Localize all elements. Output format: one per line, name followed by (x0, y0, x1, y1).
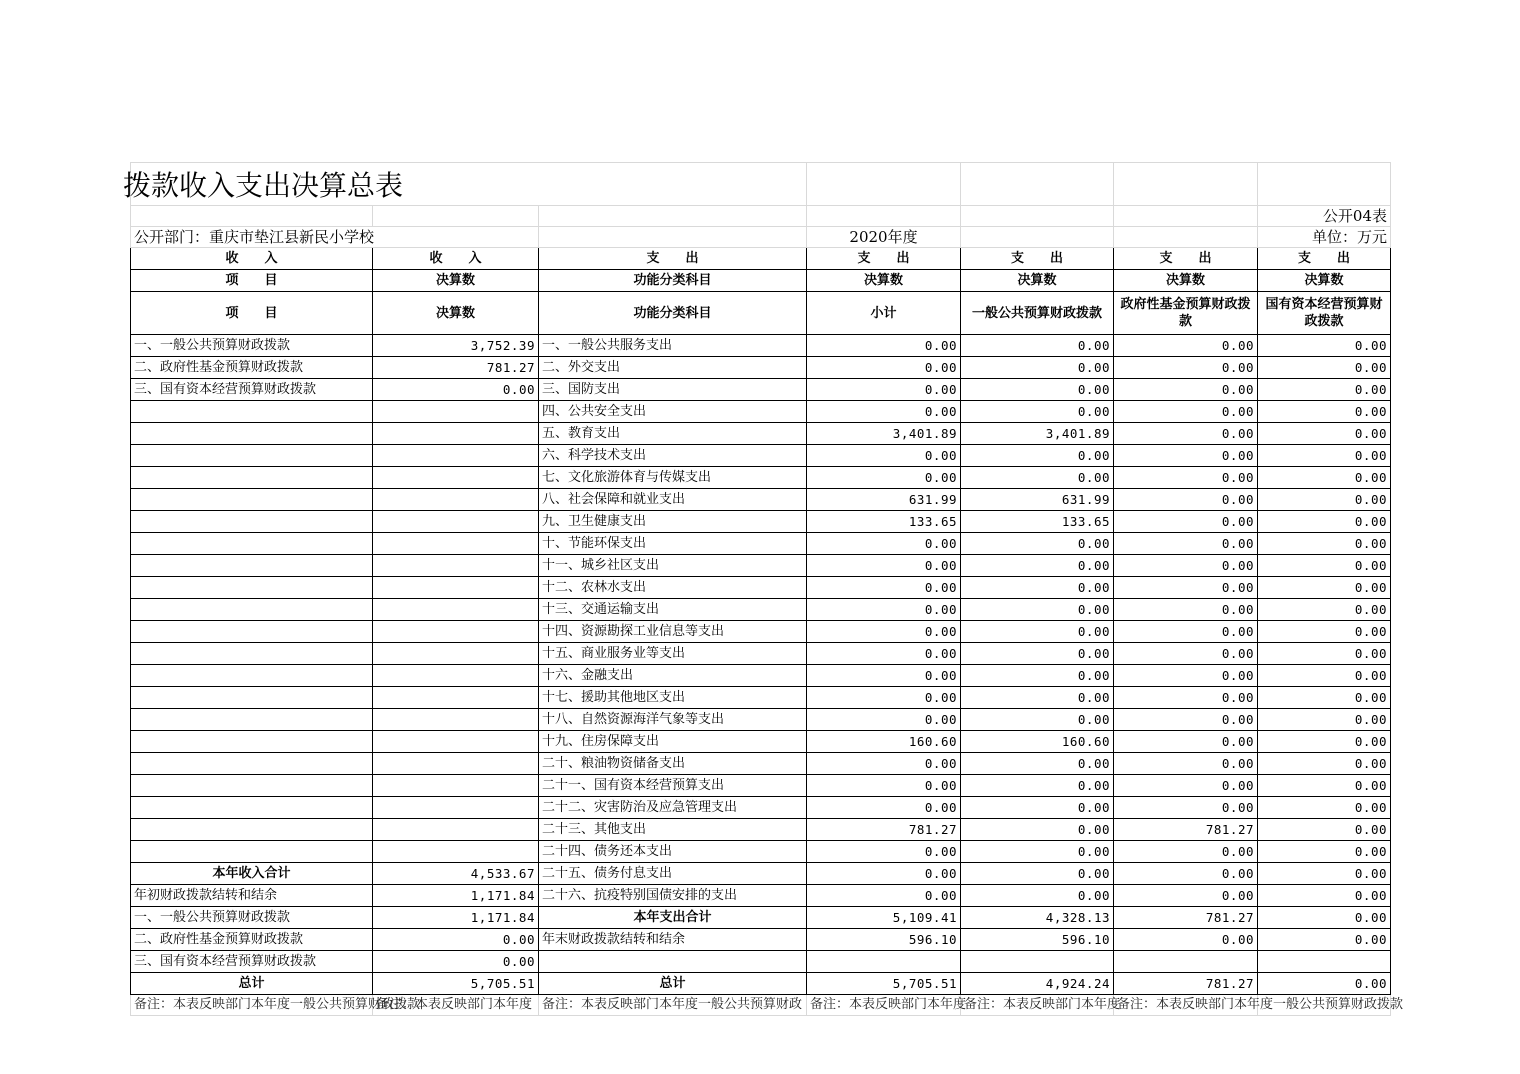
subtotal-cell: 0.00 (807, 379, 961, 401)
fund-budget-cell: 0.00 (1114, 687, 1258, 709)
general-budget-cell: 0.00 (961, 533, 1114, 555)
general-budget-cell: 0.00 (961, 797, 1114, 819)
income-amount-cell: 0.00 (373, 379, 539, 401)
income-amount-cell (373, 555, 539, 577)
general-budget-cell: 0.00 (961, 863, 1114, 885)
general-budget-cell: 0.00 (961, 665, 1114, 687)
subtotal-cell: 5,109.41 (807, 907, 961, 929)
header-row-3 (131, 292, 1391, 335)
capital-budget-cell: 0.00 (1258, 335, 1391, 357)
fund-budget-cell: 781.27 (1114, 973, 1258, 995)
expense-item-cell: 一、一般公共服务支出 (539, 335, 807, 357)
header-cell: 支 出 (539, 248, 807, 270)
general-budget-cell: 0.00 (961, 335, 1114, 357)
header-cell: 决算数 (1258, 270, 1391, 292)
capital-budget-cell: 0.00 (1258, 643, 1391, 665)
expense-item-cell: 十四、资源勘探工业信息等支出 (539, 621, 807, 643)
table-row (131, 643, 1391, 665)
income-item-cell (131, 687, 373, 709)
subtotal-cell: 0.00 (807, 775, 961, 797)
income-item-cell: 二、政府性基金预算财政拨款 (131, 929, 373, 951)
table-row (131, 819, 1391, 841)
fund-budget-cell: 0.00 (1114, 863, 1258, 885)
table-row (131, 951, 1391, 973)
unit-label: 单位：万元 (1258, 227, 1391, 248)
subtotal-cell: 0.00 (807, 687, 961, 709)
expense-item-cell: 二十六、抗疫特别国债安排的支出 (539, 885, 807, 907)
expense-item-cell: 三、国防支出 (539, 379, 807, 401)
income-item-cell (131, 753, 373, 775)
fund-budget-cell: 0.00 (1114, 335, 1258, 357)
fund-budget-cell: 781.27 (1114, 907, 1258, 929)
table-row (131, 533, 1391, 555)
subtotal-cell: 0.00 (807, 599, 961, 621)
capital-budget-cell: 0.00 (1258, 511, 1391, 533)
general-budget-cell: 0.00 (961, 467, 1114, 489)
fund-budget-cell: 0.00 (1114, 621, 1258, 643)
table-row (131, 555, 1391, 577)
income-amount-cell: 5,705.51 (373, 973, 539, 995)
fund-budget-cell: 0.00 (1114, 775, 1258, 797)
income-item-cell: 总计 (131, 973, 373, 995)
fund-budget-cell: 0.00 (1114, 753, 1258, 775)
expense-item-cell: 二十五、债务付息支出 (539, 863, 807, 885)
header-cell: 决算数 (373, 270, 539, 292)
table-row (131, 379, 1391, 401)
income-item-cell: 二、政府性基金预算财政拨款 (131, 357, 373, 379)
table-row (131, 797, 1391, 819)
income-item-cell (131, 775, 373, 797)
table-row (131, 709, 1391, 731)
general-budget-cell: 160.60 (961, 731, 1114, 753)
table-row (131, 841, 1391, 863)
income-item-cell (131, 467, 373, 489)
general-budget-cell: 0.00 (961, 775, 1114, 797)
expense-item-cell: 本年支出合计 (539, 907, 807, 929)
table-row (131, 775, 1391, 797)
note-cell: 备注：本表反映部门本年度 (961, 995, 1114, 1016)
expense-item-cell (539, 951, 807, 973)
header-cell: 小计 (807, 292, 961, 335)
subtotal-cell: 0.00 (807, 467, 961, 489)
expense-item-cell: 二十、粮油物资储备支出 (539, 753, 807, 775)
general-budget-cell: 4,328.13 (961, 907, 1114, 929)
capital-budget-cell: 0.00 (1258, 863, 1391, 885)
subtotal-cell: 0.00 (807, 621, 961, 643)
expense-item-cell: 九、卫生健康支出 (539, 511, 807, 533)
income-item-cell (131, 819, 373, 841)
table-row (131, 511, 1391, 533)
subtotal-cell: 0.00 (807, 643, 961, 665)
expense-item-cell: 十八、自然资源海洋气象等支出 (539, 709, 807, 731)
income-amount-cell (373, 401, 539, 423)
income-amount-cell (373, 599, 539, 621)
income-item-cell: 年初财政拨款结转和结余 (131, 885, 373, 907)
fund-budget-cell: 0.00 (1114, 841, 1258, 863)
table-row (131, 731, 1391, 753)
capital-budget-cell: 0.00 (1258, 555, 1391, 577)
header-cell: 功能分类科目 (539, 292, 807, 335)
subtotal-cell: 0.00 (807, 445, 961, 467)
fund-budget-cell (1114, 951, 1258, 973)
form-code: 公开04表 (1258, 206, 1391, 227)
subtotal-cell: 0.00 (807, 665, 961, 687)
income-amount-cell: 781.27 (373, 357, 539, 379)
fund-budget-cell: 0.00 (1114, 445, 1258, 467)
table-row (131, 885, 1391, 907)
table-row (131, 687, 1391, 709)
capital-budget-cell: 0.00 (1258, 753, 1391, 775)
fund-budget-cell: 0.00 (1114, 885, 1258, 907)
capital-budget-cell: 0.00 (1258, 357, 1391, 379)
subtotal-cell: 0.00 (807, 357, 961, 379)
table-row (131, 621, 1391, 643)
expense-item-cell: 十、节能环保支出 (539, 533, 807, 555)
general-budget-cell (961, 951, 1114, 973)
expense-item-cell: 总计 (539, 973, 807, 995)
fund-budget-cell: 0.00 (1114, 555, 1258, 577)
header-cell: 决算数 (1114, 270, 1258, 292)
header-row-1 (131, 248, 1391, 270)
note-cell: 备注：本表反映部门本年度一般公共预算财政拨款 (1114, 995, 1258, 1016)
general-budget-cell: 0.00 (961, 401, 1114, 423)
general-budget-cell: 0.00 (961, 643, 1114, 665)
subtotal-cell: 0.00 (807, 863, 961, 885)
budget-table (123, 162, 1404, 1016)
income-amount-cell (373, 709, 539, 731)
general-budget-cell: 0.00 (961, 841, 1114, 863)
capital-budget-cell: 0.00 (1258, 379, 1391, 401)
income-amount-cell: 1,171.84 (373, 885, 539, 907)
header-cell: 决算数 (807, 270, 961, 292)
subtotal-cell: 0.00 (807, 753, 961, 775)
subtotal-cell: 0.00 (807, 335, 961, 357)
header-cell: 支 出 (1258, 248, 1391, 270)
subtotal-cell: 133.65 (807, 511, 961, 533)
fund-budget-cell: 0.00 (1114, 731, 1258, 753)
subtotal-cell: 0.00 (807, 841, 961, 863)
expense-item-cell: 十三、交通运输支出 (539, 599, 807, 621)
capital-budget-cell: 0.00 (1258, 775, 1391, 797)
income-amount-cell (373, 489, 539, 511)
subtotal-cell: 3,401.89 (807, 423, 961, 445)
table-row (131, 973, 1391, 995)
table-row (131, 863, 1391, 885)
header-cell: 决算数 (961, 270, 1114, 292)
fund-budget-cell: 0.00 (1114, 467, 1258, 489)
income-amount-cell (373, 841, 539, 863)
income-item-cell (131, 797, 373, 819)
subtotal-cell: 0.00 (807, 885, 961, 907)
income-item-cell (131, 401, 373, 423)
income-amount-cell (373, 797, 539, 819)
subtotal-cell: 0.00 (807, 533, 961, 555)
general-budget-cell: 0.00 (961, 577, 1114, 599)
header-cell: 支 出 (807, 248, 961, 270)
info-row (131, 227, 1391, 248)
capital-budget-cell: 0.00 (1258, 819, 1391, 841)
note-cell: 备注：本表反映部门本年度 (807, 995, 961, 1016)
capital-budget-cell: 0.00 (1258, 973, 1391, 995)
table-row (131, 577, 1391, 599)
income-amount-cell (373, 665, 539, 687)
note-cell: 备注：本表反映部门本年度一般公共预算财政拨款 (131, 995, 373, 1016)
header-cell: 国有资本经营预算财政拨款 (1258, 292, 1391, 335)
income-item-cell (131, 577, 373, 599)
general-budget-cell: 0.00 (961, 753, 1114, 775)
capital-budget-cell: 0.00 (1258, 599, 1391, 621)
expense-item-cell: 二、外交支出 (539, 357, 807, 379)
fund-budget-cell: 0.00 (1114, 423, 1258, 445)
header-row-2 (131, 270, 1391, 292)
table-row (131, 445, 1391, 467)
income-item-cell (131, 665, 373, 687)
income-amount-cell: 0.00 (373, 951, 539, 973)
capital-budget-cell: 0.00 (1258, 885, 1391, 907)
general-budget-cell: 596.10 (961, 929, 1114, 951)
income-item-cell (131, 709, 373, 731)
fund-budget-cell: 0.00 (1114, 511, 1258, 533)
subtotal-cell: 5,705.51 (807, 973, 961, 995)
capital-budget-cell: 0.00 (1258, 621, 1391, 643)
table-row (131, 423, 1391, 445)
expense-item-cell: 八、社会保障和就业支出 (539, 489, 807, 511)
income-item-cell (131, 841, 373, 863)
income-amount-cell (373, 467, 539, 489)
table-row (131, 467, 1391, 489)
income-amount-cell (373, 533, 539, 555)
header-cell: 一般公共预算财政拨款 (961, 292, 1114, 335)
table-row (131, 489, 1391, 511)
header-cell: 决算数 (373, 292, 539, 335)
income-item-cell (131, 445, 373, 467)
capital-budget-cell: 0.00 (1258, 731, 1391, 753)
fund-budget-cell: 0.00 (1114, 379, 1258, 401)
capital-budget-cell: 0.00 (1258, 665, 1391, 687)
expense-item-cell: 二十二、灾害防治及应急管理支出 (539, 797, 807, 819)
fund-budget-cell: 0.00 (1114, 709, 1258, 731)
capital-budget-cell: 0.00 (1258, 445, 1391, 467)
income-amount-cell (373, 687, 539, 709)
general-budget-cell: 3,401.89 (961, 423, 1114, 445)
expense-item-cell: 十九、住房保障支出 (539, 731, 807, 753)
subtotal-cell: 0.00 (807, 797, 961, 819)
income-amount-cell: 0.00 (373, 929, 539, 951)
expense-item-cell: 六、科学技术支出 (539, 445, 807, 467)
table-row (131, 599, 1391, 621)
expense-item-cell: 年末财政拨款结转和结余 (539, 929, 807, 951)
fund-budget-cell: 0.00 (1114, 599, 1258, 621)
subtotal-cell: 0.00 (807, 709, 961, 731)
fund-budget-cell: 0.00 (1114, 489, 1258, 511)
fund-budget-cell: 0.00 (1114, 533, 1258, 555)
income-amount-cell (373, 577, 539, 599)
income-amount-cell (373, 731, 539, 753)
general-budget-cell: 0.00 (961, 687, 1114, 709)
capital-budget-cell: 0.00 (1258, 401, 1391, 423)
fund-budget-cell: 0.00 (1114, 929, 1258, 951)
expense-item-cell: 四、公共安全支出 (539, 401, 807, 423)
header-cell: 支 出 (1114, 248, 1258, 270)
general-budget-cell: 133.65 (961, 511, 1114, 533)
fund-budget-cell: 0.00 (1114, 643, 1258, 665)
note-cell: 备注：本表反映部门本年度一般公共预算财政 (539, 995, 807, 1016)
income-item-cell: 一、一般公共预算财政拨款 (131, 335, 373, 357)
expense-item-cell: 十五、商业服务业等支出 (539, 643, 807, 665)
fund-budget-cell: 781.27 (1114, 819, 1258, 841)
header-cell: 功能分类科目 (539, 270, 807, 292)
spreadsheet (123, 162, 1404, 1016)
subtotal-cell: 596.10 (807, 929, 961, 951)
income-amount-cell (373, 511, 539, 533)
table-row (131, 401, 1391, 423)
income-item-cell: 三、国有资本经营预算财政拨款 (131, 379, 373, 401)
subtotal-cell: 781.27 (807, 819, 961, 841)
income-item-cell (131, 533, 373, 555)
table-row (131, 357, 1391, 379)
income-item-cell (131, 555, 373, 577)
department-label: 公开部门：重庆市垫江县新民小学校 (131, 227, 539, 248)
fund-budget-cell: 0.00 (1114, 401, 1258, 423)
capital-budget-cell: 0.00 (1258, 687, 1391, 709)
income-item-cell (131, 731, 373, 753)
income-item-cell: 一、一般公共预算财政拨款 (131, 907, 373, 929)
header-cell: 支 出 (961, 248, 1114, 270)
fund-budget-cell: 0.00 (1114, 357, 1258, 379)
general-budget-cell: 0.00 (961, 357, 1114, 379)
income-amount-cell (373, 775, 539, 797)
income-amount-cell: 3,752.39 (373, 335, 539, 357)
general-budget-cell: 0.00 (961, 819, 1114, 841)
general-budget-cell: 0.00 (961, 445, 1114, 467)
subtotal-cell: 0.00 (807, 401, 961, 423)
expense-item-cell: 二十四、债务还本支出 (539, 841, 807, 863)
capital-budget-cell: 0.00 (1258, 797, 1391, 819)
income-item-cell: 本年收入合计 (131, 863, 373, 885)
header-cell: 收 入 (131, 248, 373, 270)
header-cell: 政府性基金预算财政拨款 (1114, 292, 1258, 335)
expense-item-cell: 十六、金融支出 (539, 665, 807, 687)
header-cell: 收 入 (373, 248, 539, 270)
income-item-cell (131, 511, 373, 533)
subtotal-cell: 631.99 (807, 489, 961, 511)
table-row (131, 753, 1391, 775)
fund-budget-cell: 0.00 (1114, 665, 1258, 687)
general-budget-cell: 0.00 (961, 379, 1114, 401)
capital-budget-cell: 0.00 (1258, 907, 1391, 929)
page-title: 拨款收入支出决算总表 (131, 163, 807, 206)
income-item-cell (131, 621, 373, 643)
income-item-cell (131, 489, 373, 511)
general-budget-cell: 0.00 (961, 621, 1114, 643)
income-amount-cell: 1,171.84 (373, 907, 539, 929)
header-cell: 项 目 (131, 292, 373, 335)
notes-row (131, 995, 1391, 1016)
capital-budget-cell: 0.00 (1258, 929, 1391, 951)
income-amount-cell: 4,533.67 (373, 863, 539, 885)
general-budget-cell: 0.00 (961, 885, 1114, 907)
income-amount-cell (373, 753, 539, 775)
general-budget-cell: 0.00 (961, 555, 1114, 577)
expense-item-cell: 五、教育支出 (539, 423, 807, 445)
expense-item-cell: 十七、援助其他地区支出 (539, 687, 807, 709)
income-item-cell (131, 599, 373, 621)
capital-budget-cell: 0.00 (1258, 709, 1391, 731)
form-code-row (131, 206, 1391, 227)
capital-budget-cell: 0.00 (1258, 841, 1391, 863)
income-amount-cell (373, 423, 539, 445)
expense-item-cell: 十二、农林水支出 (539, 577, 807, 599)
capital-budget-cell (1258, 951, 1391, 973)
income-amount-cell (373, 643, 539, 665)
expense-item-cell: 十一、城乡社区支出 (539, 555, 807, 577)
subtotal-cell (807, 951, 961, 973)
general-budget-cell: 0.00 (961, 709, 1114, 731)
income-amount-cell (373, 445, 539, 467)
income-item-cell: 三、国有资本经营预算财政拨款 (131, 951, 373, 973)
fund-budget-cell: 0.00 (1114, 577, 1258, 599)
table-row (131, 665, 1391, 687)
fund-budget-cell: 0.00 (1114, 797, 1258, 819)
income-item-cell (131, 423, 373, 445)
table-row (131, 907, 1391, 929)
income-amount-cell (373, 819, 539, 841)
capital-budget-cell: 0.00 (1258, 577, 1391, 599)
capital-budget-cell: 0.00 (1258, 423, 1391, 445)
general-budget-cell: 4,924.24 (961, 973, 1114, 995)
year-label: 2020年度 (807, 227, 961, 248)
income-amount-cell (373, 621, 539, 643)
capital-budget-cell: 0.00 (1258, 489, 1391, 511)
subtotal-cell: 0.00 (807, 577, 961, 599)
capital-budget-cell: 0.00 (1258, 467, 1391, 489)
note-cell: 备注：本表反映部门本年度 (373, 995, 539, 1016)
subtotal-cell: 0.00 (807, 555, 961, 577)
header-cell: 项 目 (131, 270, 373, 292)
capital-budget-cell: 0.00 (1258, 533, 1391, 555)
table-row (131, 335, 1391, 357)
general-budget-cell: 0.00 (961, 599, 1114, 621)
table-row (131, 929, 1391, 951)
income-item-cell (131, 643, 373, 665)
expense-item-cell: 二十三、其他支出 (539, 819, 807, 841)
title-row (131, 163, 1391, 206)
expense-item-cell: 七、文化旅游体育与传媒支出 (539, 467, 807, 489)
expense-item-cell: 二十一、国有资本经营预算支出 (539, 775, 807, 797)
subtotal-cell: 160.60 (807, 731, 961, 753)
general-budget-cell: 631.99 (961, 489, 1114, 511)
